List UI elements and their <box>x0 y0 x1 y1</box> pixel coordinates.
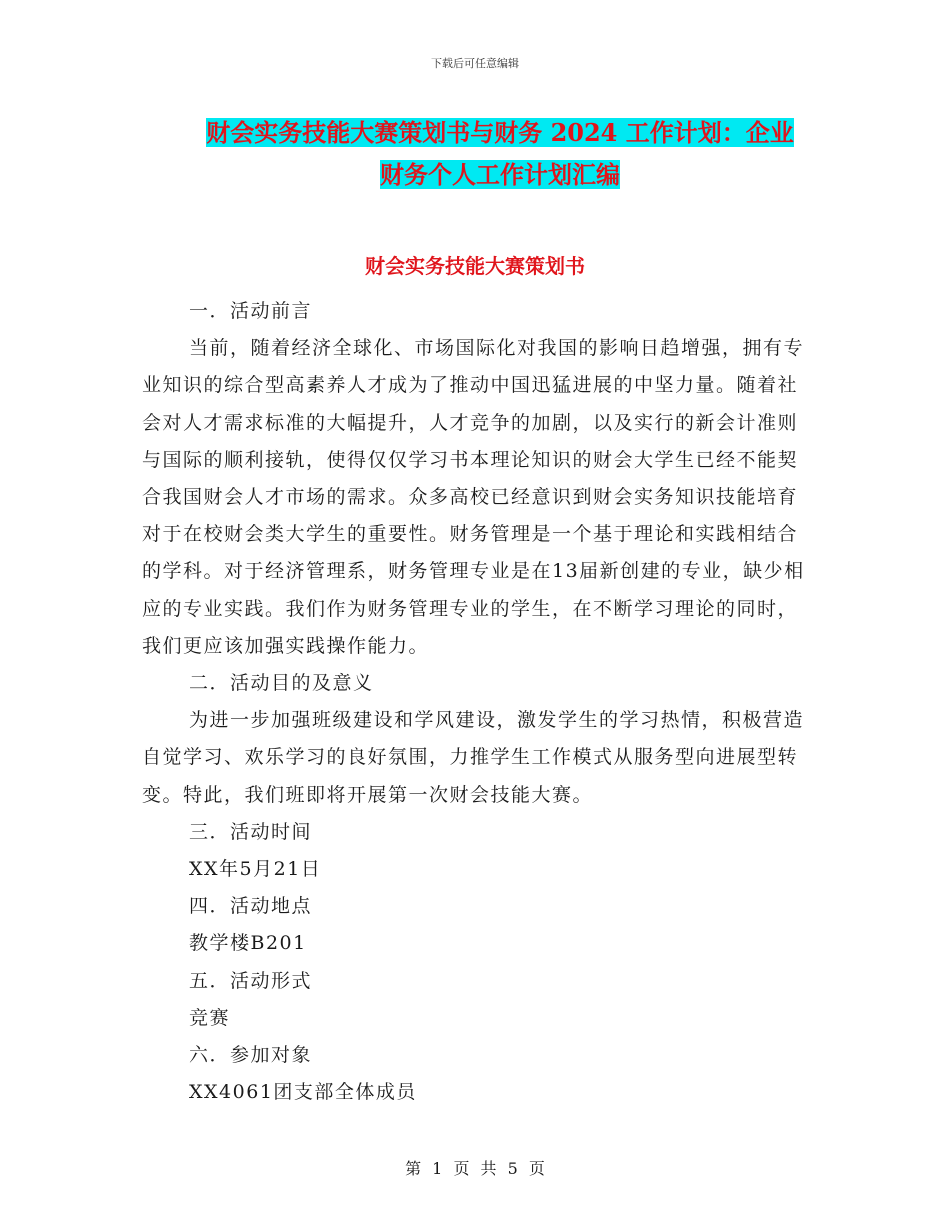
heading-format: 五．活动形式 <box>189 969 313 992</box>
document-title-line2: 财务个人工作计划汇编 <box>380 160 620 189</box>
document-title-line1: 财会实务技能大赛策划书与财务 2024 工作计划：企业 <box>206 118 794 147</box>
value-format: 竞赛 <box>189 1006 231 1029</box>
heading-purpose: 二．活动目的及意义 <box>189 672 374 695</box>
paragraph-preface: 当前，随着经济全球化、市场国际化对我国的影响日趋增强，拥有专业知识的综合型高素养人才成为了推动中国迅猛进展的中坚力量。随着社会对人才需求标准的大幅提升，人才竞争的加剧，以及实行的新会计准则与国际的顺利接轨，使得仅仅学习书本理论知识的财会大学生已经不能契合我国财会人才市场的需求。众多高校已经意识到财会实务知识技能培育对于在校财会类大学生的重要性。财务管理是一个基于理论和实践相结合的学科。对于经济管理系，财务管理专业是在13届新创建的专业，缺少相应的专业实践。我们作为财务管理专业的学生，在不断学习理论的同时，我们更应该加强实践操作能力。 <box>142 337 805 657</box>
document-title <box>140 112 860 196</box>
page-number-footer: 第 1 页 共 5 页 <box>405 1159 545 1178</box>
value-participants: XX4061团支部全体成员 <box>189 1081 417 1104</box>
header-note: 下载后可任意编辑 <box>431 57 519 70</box>
heading-time: 三．活动时间 <box>189 820 313 843</box>
document-body <box>142 293 807 1111</box>
value-location: 教学楼B201 <box>189 932 307 955</box>
heading-participants: 六．参加对象 <box>189 1044 313 1067</box>
section-title: 财会实务技能大赛策划书 <box>365 254 585 278</box>
heading-location: 四．活动地点 <box>189 895 313 918</box>
paragraph-purpose: 为进一步加强班级建设和学风建设，激发学生的学习热情，积极营造自觉学习、欢乐学习的良好氛围，力推学生工作模式从服务型向进展型转变。特此，我们班即将开展第一次财会技能大赛。 <box>142 709 805 806</box>
heading-preface: 一．活动前言 <box>189 300 313 322</box>
value-time: XX年5月21日 <box>189 858 322 881</box>
